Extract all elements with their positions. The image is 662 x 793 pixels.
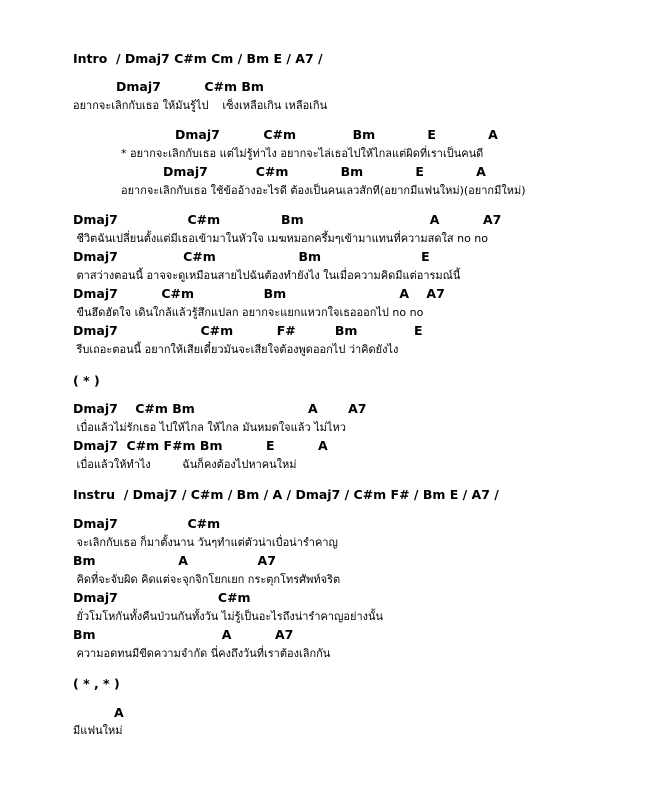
repeat-marker: ( * ): [73, 373, 100, 388]
lyric-line: มีแฟนใหม่: [73, 724, 123, 737]
lyric-line: รีบเถอะตอนนี้ อยากให้เสียเดี๋ยวมันจะเสียใจต้องพูดออกไป ว่าคิดยังไง: [73, 343, 399, 356]
lyric-line: ความอดทนมีขีดความจำกัด นี่คงถึงวันที่เราต้องเลิกกัน: [73, 647, 331, 660]
chord-line: Bm A A7: [73, 553, 276, 568]
chord-line: Dmaj7 C#m Bm E A: [175, 127, 498, 142]
lyric-line: คิดที่จะจับผิด คิดแต่จะจุกจิกโยกเยก กระตุกโทรศัพท์จริต: [73, 573, 341, 586]
chord-line: Bm A A7: [73, 627, 294, 642]
lyric-line: อยากจะเลิกกับเธอ ใช้ข้ออ้างอะไรดี ต้องเป็นคนเลวสักที(อยากมีแฟนใหม่)(อยากมีใหม่): [121, 184, 526, 197]
chord-line: Dmaj7 C#m Bm E: [73, 249, 430, 264]
chord-line: Dmaj7 C#m Bm: [116, 79, 264, 94]
lyric-line: อยากจะเลิกกับเธอ ให้มันรู้ไป เซ็งเหลือเกิน เหลือเกิน: [73, 99, 328, 112]
chord-line: Dmaj7 C#m F#m Bm E A: [73, 438, 328, 453]
intro-line: Intro / Dmaj7 C#m Cm / Bm E / A7 /: [73, 51, 323, 66]
repeat-marker: ( * , * ): [73, 676, 120, 691]
chord-line: Dmaj7 C#m: [73, 590, 251, 605]
chord-line: Dmaj7 C#m Bm A A7: [73, 212, 502, 227]
chord-line: Dmaj7 C#m Bm A A7: [73, 286, 445, 301]
chord-line: Dmaj7 C#m: [73, 516, 221, 531]
lyric-line: * อยากจะเลิกกับเธอ แต่ไม่รู้ท่าไง อยากจะไล่เธอไปให้ไกลแต่ผิดที่เราเป็นคนดี: [121, 147, 484, 160]
lyric-line: เบื่อแล้วไม่รักเธอ ไปให้ไกล ให้ไกล มันหมดใจแล้ว ไม่ไหว: [73, 421, 346, 434]
lyric-line: ขืนฮึดฮัดใจ เดินใกล้แล้วรู้สึกแปลก อยากจะแยกแหวกใจเธอออกไป no no: [73, 306, 424, 319]
lyric-line: ตาสว่างตอนนี้ อาจจะดูเหมือนสายไปฉันต้องทำยังไง ในเมื่อความคิดมีแต่อารมณ์นี้: [73, 269, 461, 282]
lyric-line: จะเลิกกับเธอ ก็มาตั้งนาน วันๆทำแต่ตัวน่าเบื่อน่ารำคาญ: [73, 536, 338, 549]
lyric-line: ยั่วโมโหกันทั้งคืนป่วนกันทั้งวัน ไม่รู้เป็นอะไรถึงน่ารำคาญอย่างนั้น: [73, 610, 384, 623]
lyric-line: ชีวิตฉันเปลี่ยนตั้งแต่มีเธอเข้ามาในหัวใจ เมฆหมอกครึ้มๆเข้ามาแทนที่ความสดใส no no: [73, 232, 489, 245]
chord-line: A: [114, 705, 124, 720]
chord-line: Dmaj7 C#m Bm E A: [163, 164, 486, 179]
chord-line: Dmaj7 C#m Bm A A7: [73, 401, 367, 416]
lyric-line: เบื่อแล้วให้ทำไง ฉันก็คงต้องไปหาคนใหม่: [73, 458, 297, 471]
chord-line: Dmaj7 C#m F# Bm E: [73, 323, 423, 338]
instrumental-line: Instru / Dmaj7 / C#m / Bm / A / Dmaj7 / C#m F# / Bm E / A7 /: [73, 487, 499, 502]
